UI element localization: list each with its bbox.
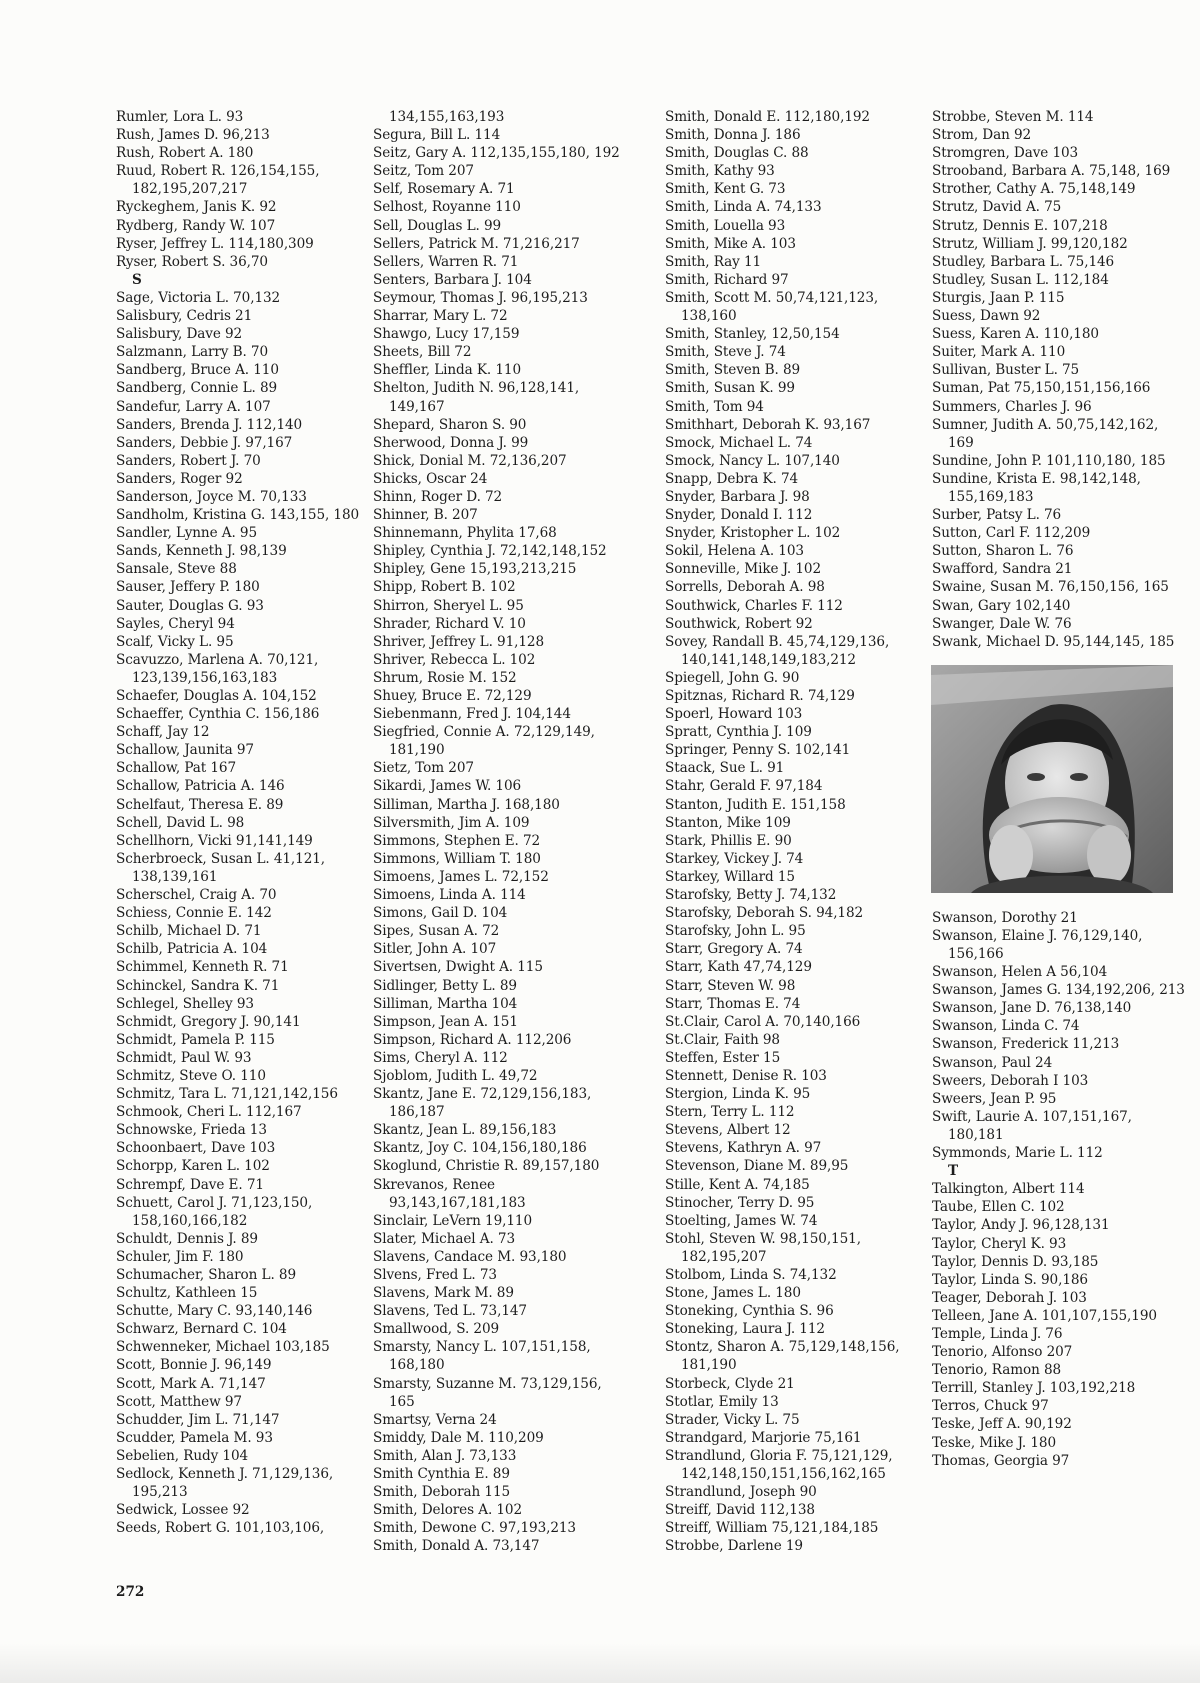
index-entry: Sheets, Bill 72	[373, 344, 472, 361]
index-entry: Terros, Chuck 97	[932, 1398, 1049, 1415]
index-entry: Stahr, Gerald F. 97,184	[665, 778, 823, 795]
index-entry: Southwick, Charles F. 112	[665, 597, 843, 614]
index-entry: Southwick, Robert 92	[665, 615, 813, 632]
page-number: 272	[116, 1584, 145, 1600]
index-entry: Shriver, Jeffrey L. 91,128	[373, 633, 545, 650]
index-entry: Sebelien, Rudy 104	[116, 1447, 249, 1464]
index-entry: Schlegel, Shelley 93	[116, 995, 254, 1012]
index-entry: Strobbe, Steven M. 114	[932, 109, 1094, 125]
index-entry: Smarsty, Suzanne M. 73,129,156, 165	[373, 1375, 602, 1410]
index-entry: Sell, Douglas L. 99	[373, 217, 502, 234]
index-entry: Slvens, Fred L. 73	[373, 1267, 497, 1283]
index-entry: Sullivan, Buster L. 75	[932, 362, 1080, 379]
index-entry: Stanton, Judith E. 151,158	[665, 796, 846, 813]
index-entry: Stennett, Denise R. 103	[665, 1067, 827, 1084]
index-entry: Spitznas, Richard R. 74,129	[665, 688, 855, 704]
index-entry: Swan, Gary 102,140	[932, 597, 1071, 614]
index-entry: Swaine, Susan M. 76,150,156, 165	[932, 579, 1169, 596]
index-entry: Swafford, Sandra 21	[932, 561, 1073, 578]
index-entry: Schuldt, Dennis J. 89	[116, 1230, 258, 1247]
index-entry: Schilb, Patricia A. 104	[116, 941, 268, 958]
index-entry: Swanson, Helen A 56,104	[932, 964, 1108, 981]
index-entry: Swift, Laurie A. 107,151,167, 180,181	[932, 1108, 1132, 1143]
index-entry: Sweers, Deborah I 103	[932, 1072, 1089, 1089]
index-entry: Schmitz, Tara L. 71,121,142,156	[116, 1086, 338, 1103]
index-entry: Shipley, Gene 15,193,213,215	[373, 561, 577, 578]
index-entry: Schaefer, Douglas A. 104,152	[116, 688, 317, 704]
girl-eating-sandwich-image	[931, 665, 1173, 893]
index-entry: Skoglund, Christie R. 89,157,180	[373, 1158, 600, 1175]
index-entry: Shipley, Cynthia J. 72,142,148,152	[373, 543, 607, 560]
index-entry: Ryser, Robert S. 36,70	[116, 253, 268, 270]
index-entry: Stark, Phillis E. 90	[665, 832, 792, 849]
index-entry: Schelfaut, Theresa E. 89	[116, 796, 284, 813]
index-entry: Teager, Deborah J. 103	[932, 1289, 1087, 1306]
index-entry: Schudder, Jim L. 71,147	[116, 1411, 280, 1428]
index-entry: Rydberg, Randy W. 107	[116, 217, 276, 234]
index-entry: Streiff, David 112,138	[665, 1502, 815, 1519]
index-entry: Stontz, Sharon A. 75,129,148,156, 181,190	[665, 1339, 900, 1374]
index-entry: Sovey, Randall B. 45,74,129,136, 140,141,148,149,183,212	[665, 633, 890, 668]
index-entry: Sauter, Douglas G. 93	[116, 597, 264, 614]
index-entry: Sims, Cheryl A. 112	[373, 1049, 508, 1066]
index-entry: Seymour, Thomas J. 96,195,213	[373, 289, 588, 306]
index-column-4-upper	[932, 108, 1188, 651]
index-entry: Ruud, Robert R. 126,154,155, 182,195,207,217	[116, 163, 320, 198]
index-entry: Suess, Karen A. 110,180	[932, 326, 1099, 343]
index-entry: Smock, Michael L. 74	[665, 434, 813, 451]
index-entry: Scherbroeck, Susan L. 41,121, 138,139,161	[116, 850, 326, 885]
index-entry: St.Clair, Faith 98	[665, 1031, 780, 1048]
index-entry: Selhost, Royanne 110	[373, 199, 521, 216]
index-entry: Slater, Michael A. 73	[373, 1230, 516, 1247]
index-entry: Schwenneker, Michael 103,185	[116, 1339, 330, 1356]
index-entry: Sanders, Roger 92	[116, 470, 243, 487]
index-column-3	[665, 108, 921, 1556]
index-entry: Skrevanos, Renee 93,143,167,181,183	[373, 1176, 526, 1211]
index-entry: Simoens, Linda A. 114	[373, 887, 526, 904]
index-entry: Strooband, Barbara A. 75,148, 169	[932, 163, 1171, 180]
index-entry: Sikardi, James W. 106	[373, 778, 522, 795]
index-entry: Salisbury, Cedris 21	[116, 308, 253, 325]
index-entry: Sandholm, Kristina G. 143,155, 180	[116, 507, 360, 524]
index-entry: Simmons, Stephen E. 72	[373, 832, 541, 849]
index-entry: Snapp, Debra K. 74	[665, 470, 799, 487]
index-entry: Sundine, John P. 101,110,180, 185	[932, 452, 1166, 469]
index-entry: Starofsky, Deborah S. 94,182	[665, 905, 864, 922]
index-entry: Surber, Patsy L. 76	[932, 507, 1062, 524]
index-entry: Self, Rosemary A. 71	[373, 181, 515, 198]
index-entry: Staack, Sue L. 91	[665, 760, 785, 777]
section-letter: S	[132, 271, 142, 288]
index-entry: Sands, Kenneth J. 98,139	[116, 543, 287, 560]
index-entry: Streiff, William 75,121,184,185	[665, 1520, 879, 1537]
index-entry: Smith, Steve J. 74	[665, 344, 786, 361]
index-entry: Smith, Linda A. 74,133	[665, 199, 822, 216]
index-entry: Strutz, David A. 75	[932, 199, 1062, 216]
index-entry: Schellhorn, Vicki 91,141,149	[116, 832, 313, 849]
index-entry: Sanders, Brenda J. 112,140	[116, 416, 303, 433]
index-entry: Silversmith, Jim A. 109	[373, 814, 530, 831]
index-entry: Swank, Michael D. 95,144,145, 185	[932, 633, 1175, 650]
index-entry: Shriver, Rebecca L. 102	[373, 651, 536, 668]
index-entry: St.Clair, Carol A. 70,140,166	[665, 1013, 861, 1030]
index-entry: Shrader, Richard V. 10	[373, 615, 526, 632]
index-entry: Smith, Donald A. 73,147	[373, 1538, 540, 1555]
index-entry: Swanson, Dorothy 21	[932, 909, 1078, 926]
index-entry: Schallow, Jaunita 97	[116, 742, 254, 759]
index-entry: Talkington, Albert 114	[932, 1181, 1085, 1198]
index-entry: Smith, Kent G. 73	[665, 181, 786, 198]
index-entry: Telleen, Jane A. 101,107,155,190	[932, 1307, 1157, 1324]
index-entry: Rumler, Lora L. 93	[116, 109, 244, 125]
index-entry: Shuey, Bruce E. 72,129	[373, 688, 532, 704]
index-entry: Shick, Donial M. 72,136,207	[373, 452, 567, 469]
index-entry: Ryser, Jeffrey L. 114,180,309	[116, 235, 314, 252]
index-entry: Sinclair, LeVern 19,110	[373, 1212, 532, 1229]
index-column-4	[932, 108, 1188, 1470]
index-entry: Smith, Donald E. 112,180,192	[665, 109, 870, 125]
index-entry: Scott, Matthew 97	[116, 1393, 242, 1410]
index-entry: Simpson, Richard A. 112,206	[373, 1031, 572, 1048]
index-entry: Shicks, Oscar 24	[373, 470, 488, 487]
index-entry: Smith, Delores A. 102	[373, 1502, 523, 1519]
index-entry: Tenorio, Alfonso 207	[932, 1344, 1073, 1361]
index-entry: Sandberg, Connie L. 89	[116, 380, 278, 397]
index-entry: Sidlinger, Betty L. 89	[373, 977, 517, 994]
index-entry: Snyder, Barbara J. 98	[665, 488, 810, 505]
index-entry: Sutton, Carl F. 112,209	[932, 525, 1091, 542]
index-entry: Starr, Kath 47,74,129	[665, 959, 812, 976]
index-entry: Sivertsen, Dwight A. 115	[373, 959, 543, 976]
index-entry: Stern, Terry L. 112	[665, 1104, 795, 1121]
index-entry: Smith, Louella 93	[665, 217, 786, 234]
index-entry: Thomas, Georgia 97	[932, 1452, 1070, 1469]
index-entry: Spiegell, John G. 90	[665, 669, 800, 686]
index-entry: Suess, Dawn 92	[932, 308, 1041, 325]
index-entry: Schuett, Carol J. 71,123,150, 158,160,166,182	[116, 1194, 313, 1229]
index-entry: Symmonds, Marie L. 112	[932, 1145, 1103, 1162]
index-entry: Scott, Mark A. 71,147	[116, 1375, 266, 1392]
index-entry: Scalf, Vicky L. 95	[116, 633, 234, 650]
index-entry: Slavens, Ted L. 73,147	[373, 1303, 527, 1320]
index-entry: Schaff, Jay 12	[116, 724, 210, 741]
index-entry: Senters, Barbara J. 104	[373, 271, 532, 288]
index-entry: Sonneville, Mike J. 102	[665, 561, 822, 578]
index-entry: Sandberg, Bruce A. 110	[116, 362, 279, 379]
index-entry: Schmidt, Pamela P. 115	[116, 1031, 275, 1048]
index-entry: Smith, Richard 97	[665, 271, 789, 288]
index-entry: Sansale, Steve 88	[116, 561, 237, 578]
index-entry: Scott, Bonnie J. 96,149	[116, 1357, 272, 1374]
index-entry: Sietz, Tom 207	[373, 760, 474, 777]
index-entry: Strader, Vicky L. 75	[665, 1411, 800, 1428]
index-entry: Rush, Robert A. 180	[116, 145, 254, 162]
index-entry: Schimmel, Kenneth R. 71	[116, 959, 289, 976]
index-entry: Schmidt, Gregory J. 90,141	[116, 1013, 301, 1030]
index-entry: Schumacher, Sharon L. 89	[116, 1267, 296, 1283]
section-letter: T	[948, 1163, 959, 1180]
index-column-2	[373, 108, 629, 1556]
index-entry: Swanger, Dale W. 76	[932, 615, 1072, 632]
index-entry: Swanson, Jane D. 76,138,140	[932, 1000, 1132, 1017]
index-entry: Schrempf, Dave E. 71	[116, 1176, 264, 1193]
index-entry: Starofsky, Betty J. 74,132	[665, 887, 837, 904]
index-entry: Steffen, Ester 15	[665, 1049, 781, 1066]
index-entry: Shinnemann, Phylita 17,68	[373, 525, 557, 542]
index-entry: Smith, Mike A. 103	[665, 235, 796, 252]
index-entry: Storbeck, Clyde 21	[665, 1375, 795, 1392]
index-entry: Siegfried, Connie A. 72,129,149, 181,190	[373, 724, 595, 759]
index-entry: Schell, David L. 98	[116, 814, 245, 831]
index-entry: Smith, Kathy 93	[665, 163, 775, 180]
index-entry: Schnowske, Frieda 13	[116, 1122, 267, 1139]
index-entry: Suman, Pat 75,150,151,156,166	[932, 380, 1151, 397]
index-entry: Schuler, Jim F. 180	[116, 1248, 244, 1265]
index-entry: Schmitz, Steve O. 110	[116, 1067, 266, 1084]
index-entry: Scavuzzo, Marlena A. 70,121, 123,139,156,163,183	[116, 651, 319, 686]
index-entry: Teske, Jeff A. 90,192	[932, 1416, 1072, 1433]
index-entry: Spoerl, Howard 103	[665, 706, 803, 723]
index-entry: Smith, Ray 11	[665, 253, 762, 270]
index-entry: Stevens, Albert 12	[665, 1122, 791, 1139]
index-entry: Sellers, Warren R. 71	[373, 253, 519, 270]
index-entry: Stohl, Steven W. 98,150,151, 182,195,207	[665, 1230, 861, 1265]
index-entry: Smith, Donna J. 186	[665, 127, 801, 144]
index-entry: Sjoblom, Judith L. 49,72	[373, 1067, 538, 1084]
index-entry: Sorrells, Deborah A. 98	[665, 579, 825, 596]
index-entry: Schallow, Pat 167	[116, 760, 236, 777]
index-entry: Sanders, Debbie J. 97,167	[116, 434, 293, 451]
index-column-4-lower	[932, 909, 1188, 1470]
index-entry: Schiess, Connie E. 142	[116, 905, 272, 922]
index-entry: Smallwood, S. 209	[373, 1321, 500, 1338]
index-entry: Sedwick, Lossee 92	[116, 1502, 250, 1519]
index-entry: Strutz, Dennis E. 107,218	[932, 217, 1108, 234]
index-entry: Skantz, Jean L. 89,156,183	[373, 1122, 557, 1139]
index-entry: Sharrar, Mary L. 72	[373, 308, 508, 325]
index-entry: Sweers, Jean P. 95	[932, 1090, 1057, 1107]
index-entry: Swanson, Elaine J. 76,129,140, 156,166	[932, 927, 1143, 962]
index-entry: Sayles, Cheryl 94	[116, 615, 235, 632]
index-entry: Shinn, Roger D. 72	[373, 488, 503, 505]
index-entry: Schinckel, Sandra K. 71	[116, 977, 280, 994]
index-entry: Smith, Alan J. 73,133	[373, 1447, 517, 1464]
index-entry: Smiddy, Dale M. 110,209	[373, 1429, 544, 1446]
index-entry: Smarsty, Nancy L. 107,151,158, 168,180	[373, 1339, 591, 1374]
index-entry: Strobbe, Darlene 19	[665, 1538, 803, 1555]
index-entry: Silliman, Martha J. 168,180	[373, 796, 560, 813]
index-entry: Stille, Kent A. 74,185	[665, 1176, 810, 1193]
index-entry: Strutz, William J. 99,120,182	[932, 235, 1128, 252]
index-entry: Shelton, Judith N. 96,128,141, 149,167	[373, 380, 580, 415]
index-entry: Sundine, Krista E. 98,142,148, 155,169,183	[932, 470, 1141, 505]
index-entry: Starr, Steven W. 98	[665, 977, 796, 994]
index-entry: Smith, Tom 94	[665, 398, 764, 415]
index-entry: Smith, Stanley, 12,50,154	[665, 326, 840, 343]
index-entry: Studley, Susan L. 112,184	[932, 271, 1109, 288]
index-entry: Salisbury, Dave 92	[116, 326, 243, 343]
index-entry: Smith, Douglas C. 88	[665, 145, 809, 162]
index-entry: Spratt, Cynthia J. 109	[665, 724, 812, 741]
index-entry: Ryckeghem, Janis K. 92	[116, 199, 277, 216]
index-entry: Simmons, William T. 180	[373, 850, 541, 867]
index-entry: Stoneking, Cynthia S. 96	[665, 1303, 834, 1320]
index-entry: Sauser, Jeffery P. 180	[116, 579, 260, 596]
index-entry: Shipp, Robert B. 102	[373, 579, 516, 596]
index-entry: Schaeffer, Cynthia C. 156,186	[116, 706, 320, 723]
index-entry: Taylor, Dennis D. 93,185	[932, 1253, 1099, 1270]
index-entry: Rush, James D. 96,213	[116, 127, 270, 144]
index-entry: Shawgo, Lucy 17,159	[373, 326, 520, 343]
index-entry: Smartsy, Verna 24	[373, 1411, 497, 1428]
index-entry: Schilb, Michael D. 71	[116, 923, 262, 940]
index-entry: Silliman, Martha 104	[373, 995, 518, 1012]
index-entry: Stone, James L. 180	[665, 1285, 801, 1302]
index-column-1	[116, 108, 372, 1537]
index-entry: Simoens, James L. 72,152	[373, 868, 549, 885]
index-entry: Sitler, John A. 107	[373, 941, 497, 958]
index-entry: Starr, Gregory A. 74	[665, 941, 803, 958]
index-entry: Sutton, Sharon L. 76	[932, 543, 1074, 560]
index-entry: Smock, Nancy L. 107,140	[665, 452, 840, 469]
index-entry: Slavens, Candace M. 93,180	[373, 1248, 567, 1265]
index-entry: Taylor, Linda S. 90,186	[932, 1271, 1088, 1288]
index-entry: Stevenson, Diane M. 89,95	[665, 1158, 849, 1175]
index-entry: Sanderson, Joyce M. 70,133	[116, 488, 307, 505]
page-edge-shadow	[0, 1643, 1200, 1683]
index-entry: Stolbom, Linda S. 74,132	[665, 1267, 837, 1283]
index-entry: Seeds, Robert G. 101,103,106,	[116, 1520, 325, 1537]
index-entry: Segura, Bill L. 114	[373, 127, 501, 144]
index-entry: Sellers, Patrick M. 71,216,217	[373, 235, 580, 252]
index-entry: Shepard, Sharon S. 90	[373, 416, 527, 433]
index-entry: Stergion, Linda K. 95	[665, 1086, 811, 1103]
index-entry: Swanson, Linda C. 74	[932, 1018, 1080, 1035]
index-entry: Stevens, Kathryn A. 97	[665, 1140, 822, 1157]
index-entry: Simpson, Jean A. 151	[373, 1013, 518, 1030]
index-entry: Strandlund, Gloria F. 75,121,129, 142,148,150,151,156,162,165	[665, 1447, 893, 1483]
index-entry: Terrill, Stanley J. 103,192,218	[932, 1380, 1136, 1397]
index-entry: Smith Cynthia E. 89	[373, 1466, 510, 1483]
index-entry: Springer, Penny S. 102,141	[665, 742, 851, 759]
index-entry: Teske, Mike J. 180	[932, 1434, 1057, 1451]
index-entry: Simons, Gail D. 104	[373, 905, 508, 922]
index-entry: Studley, Barbara L. 75,146	[932, 253, 1115, 270]
entry-continuation: 134,155,163,193	[389, 109, 505, 125]
index-entry: Starofsky, John L. 95	[665, 923, 806, 940]
index-entry: Smith, Scott M. 50,74,121,123, 138,160	[665, 289, 879, 325]
index-entry: Sanders, Robert J. 70	[116, 452, 261, 469]
index-entry: Smith, Susan K. 99	[665, 380, 795, 397]
index-entry: Seitz, Tom 207	[373, 163, 474, 180]
index-entry: Strother, Cathy A. 75,148,149	[932, 181, 1136, 198]
index-entry: Taylor, Andy J. 96,128,131	[932, 1217, 1110, 1234]
index-entry: Stoelting, James W. 74	[665, 1212, 818, 1229]
index-entry: Suiter, Mark A. 110	[932, 344, 1066, 361]
student-photo	[931, 665, 1173, 893]
index-entry: Slavens, Mark M. 89	[373, 1285, 514, 1302]
index-entry: Swanson, Paul 24	[932, 1054, 1053, 1071]
index-entry: Starr, Thomas E. 74	[665, 995, 801, 1012]
index-entry: Schmook, Cheri L. 112,167	[116, 1104, 302, 1121]
index-entry: Schoonbaert, Dave 103	[116, 1140, 276, 1157]
index-entry: Skantz, Jane E. 72,129,156,183, 186,187	[373, 1086, 592, 1121]
index-entry: Schallow, Patricia A. 146	[116, 778, 285, 795]
index-entry: Scherschel, Craig A. 70	[116, 887, 277, 904]
index-entry: Sandefur, Larry A. 107	[116, 398, 271, 415]
index-entry: Stanton, Mike 109	[665, 814, 791, 831]
index-entry: Sage, Victoria L. 70,132	[116, 289, 281, 306]
index-entry: Sumner, Judith A. 50,75,142,162, 169	[932, 416, 1159, 451]
index-entry: Schwarz, Bernard C. 104	[116, 1321, 287, 1338]
index-entry: Smith, Steven B. 89	[665, 362, 801, 379]
index-entry: Schorpp, Karen L. 102	[116, 1158, 270, 1175]
index-entry: Sherwood, Donna J. 99	[373, 434, 529, 451]
index-entry: Siebenmann, Fred J. 104,144	[373, 706, 571, 723]
index-entry: Stinocher, Terry D. 95	[665, 1194, 815, 1211]
index-entry: Starkey, Vickey J. 74	[665, 850, 804, 867]
index-entry: Sedlock, Kenneth J. 71,129,136, 195,213	[116, 1466, 334, 1501]
index-entry: Taube, Ellen C. 102	[932, 1199, 1065, 1216]
index-entry: Sturgis, Jaan P. 115	[932, 289, 1065, 306]
index-entry: Scudder, Pamela M. 93	[116, 1429, 273, 1446]
index-entry: Shinner, B. 207	[373, 507, 478, 524]
index-entry: Snyder, Donald I. 112	[665, 507, 813, 524]
index-entry: Starkey, Willard 15	[665, 868, 795, 885]
index-entry: Stotlar, Emily 13	[665, 1393, 779, 1410]
index-entry: Schmidt, Paul W. 93	[116, 1049, 252, 1066]
index-entry: Strom, Dan 92	[932, 127, 1032, 144]
index-entry: Temple, Linda J. 76	[932, 1325, 1063, 1342]
index-entry: Stoneking, Laura J. 112	[665, 1321, 825, 1338]
index-entry: Schutte, Mary C. 93,140,146	[116, 1303, 313, 1320]
index-entry: Salzmann, Larry B. 70	[116, 344, 269, 361]
index-entry: Taylor, Cheryl K. 93	[932, 1235, 1067, 1252]
index-entry: Shrum, Rosie M. 152	[373, 669, 517, 686]
index-entry: Stromgren, Dave 103	[932, 145, 1079, 162]
index-entry: Strandgard, Marjorie 75,161	[665, 1429, 862, 1446]
index-entry: Sokil, Helena A. 103	[665, 543, 804, 560]
index-entry: Swanson, Frederick 11,213	[932, 1036, 1120, 1053]
index-entry: Smith, Dewone C. 97,193,213	[373, 1520, 576, 1537]
index-entry: Shirron, Sheryel L. 95	[373, 597, 524, 614]
index-entry: Seitz, Gary A. 112,135,155,180, 192	[373, 145, 620, 162]
index-entry: Skantz, Joy C. 104,156,180,186	[373, 1140, 587, 1157]
index-entry: Sheffler, Linda K. 110	[373, 362, 522, 379]
index-entry: Snyder, Kristopher L. 102	[665, 525, 841, 542]
index-entry: Strandlund, Joseph 90	[665, 1484, 817, 1501]
index-entry: Tenorio, Ramon 88	[932, 1362, 1062, 1379]
index-entry: Sipes, Susan A. 72	[373, 923, 500, 940]
index-entry: Summers, Charles J. 96	[932, 398, 1092, 415]
index-entry: Smith, Deborah 115	[373, 1484, 511, 1501]
index-entry: Swanson, James G. 134,192,206, 213	[932, 982, 1185, 999]
index-entry: Sandler, Lynne A. 95	[116, 525, 258, 542]
index-entry: Schultz, Kathleen 15	[116, 1285, 258, 1302]
index-entry: Smithhart, Deborah K. 93,167	[665, 416, 871, 433]
